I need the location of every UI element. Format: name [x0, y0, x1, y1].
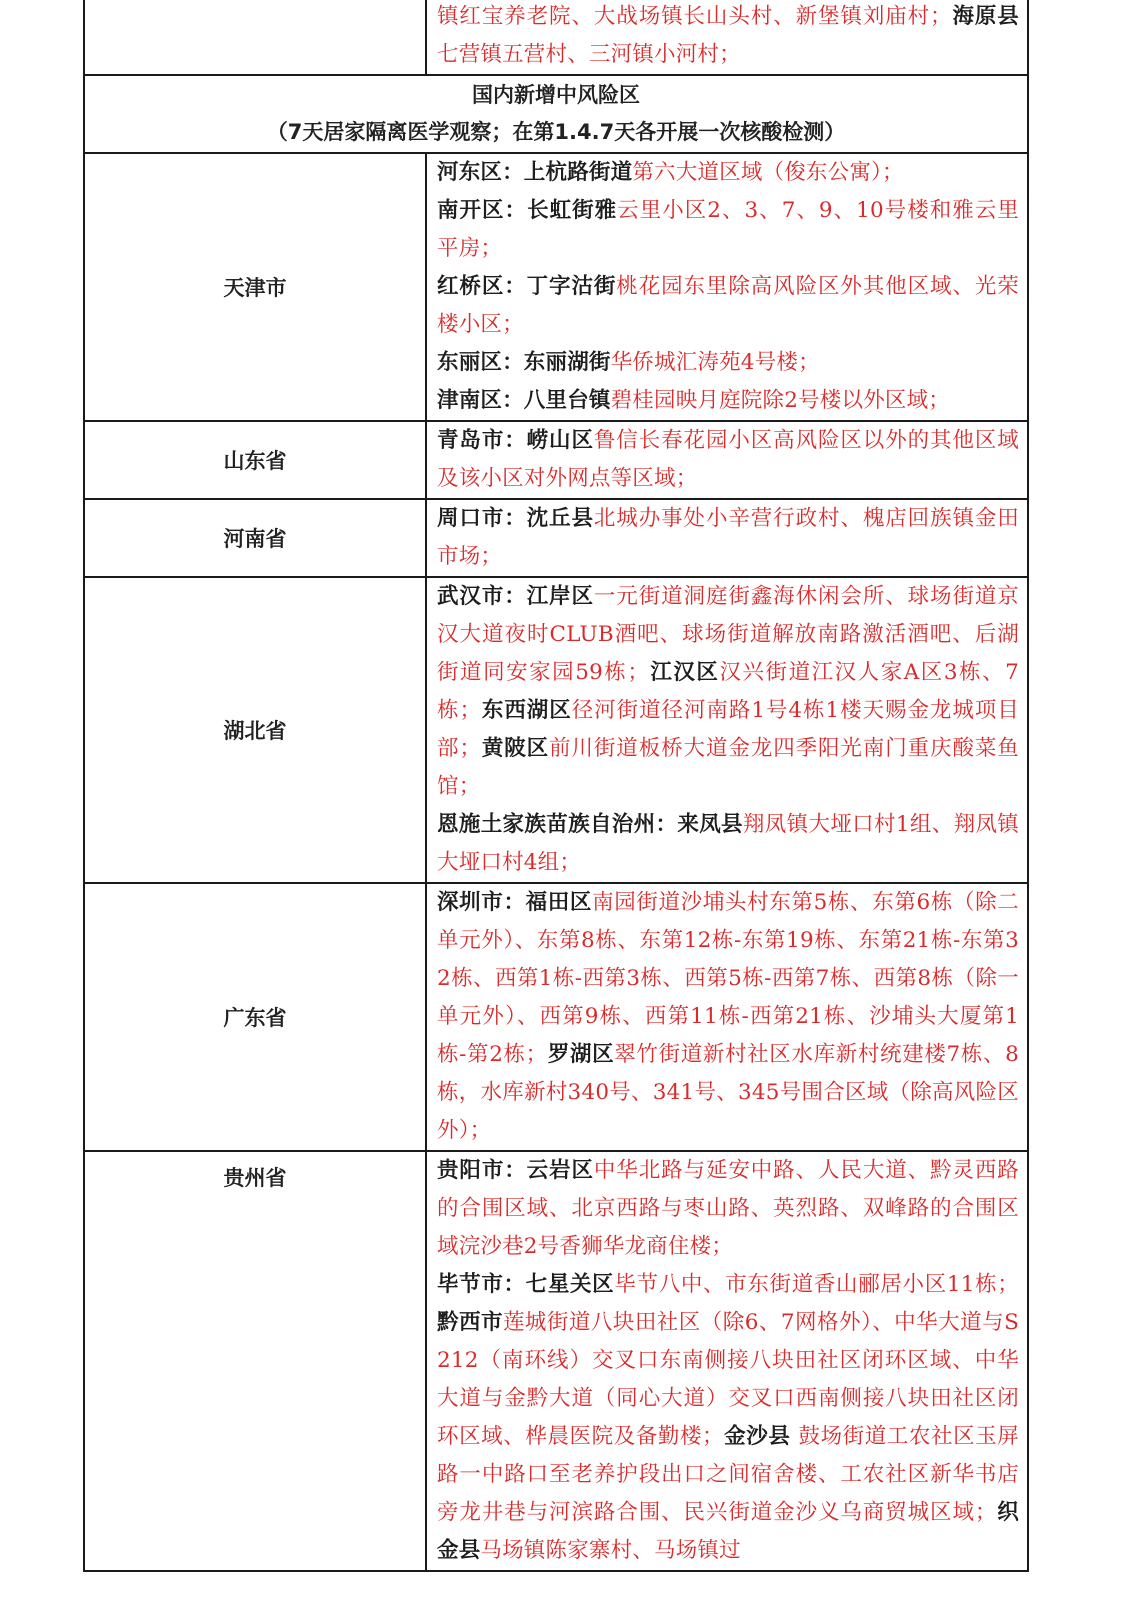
region-name-cell: 河南省 [84, 499, 426, 577]
district-label: 江汉区 [649, 660, 720, 685]
location-text: 第六大道区域（俊东公寓）； [632, 160, 904, 185]
location-text: 一元街道洞庭街鑫海休闲会所、球场街道京汉大道夜时CLUB酒吧、球场街道解放南路激活酒吧、后湖街道同安家园59栋； [437, 584, 1019, 685]
region-name-cell: 天津市 [84, 153, 426, 421]
area-detail-cell [426, 499, 1028, 577]
location-text: 镇红宝养老院、大战场镇长山头村、新堡镇刘庙村； [437, 4, 952, 29]
district-label: 南开区：长虹街雅 [437, 198, 618, 223]
area-detail-cell [426, 1151, 1028, 1571]
region-name-cell: 广东省 [84, 883, 426, 1151]
section-header-row [84, 75, 1028, 153]
district-label: 周口市：沈丘县 [437, 506, 594, 531]
district-label: 海原县 [951, 4, 1019, 29]
area-paragraph [437, 1152, 1019, 1266]
location-text: 桃花园东里除高风险区外其他区域、光荣楼小区； [437, 274, 1019, 337]
district-label: 津南区：八里台镇 [437, 388, 611, 413]
location-text: 碧桂园映月庭院除2号楼以外区域； [610, 388, 950, 413]
district-label: 红桥区：丁字沽街 [437, 274, 617, 299]
district-label: 贵阳市：云岩区 [437, 1158, 594, 1183]
area-paragraph [437, 268, 1019, 344]
location-text: 径河街道径河南路1号4栋1楼天赐金龙城项目部； [437, 698, 1019, 761]
area-paragraph [437, 422, 1019, 498]
table-row [84, 883, 1028, 1151]
location-text: 七营镇五营村、三河镇小河村； [437, 42, 741, 67]
location-text: 毕节八中、市东街道香山郦居小区11栋； [614, 1272, 1019, 1297]
region-name-cell: 贵州省 [84, 1151, 426, 1571]
area-paragraph [437, 578, 1019, 806]
location-text: 前川街道板桥大道金龙四季阳光南门重庆酸菜鱼馆； [437, 736, 1020, 799]
region-name-cell: 湖北省 [84, 577, 426, 883]
area-paragraph [437, 382, 1019, 420]
location-text: 南园街道沙埔头村东第5栋、东第6栋（除二单元外）、东第8栋、东第12栋-东第19栋、东第21栋-东第32栋、西第1栋-西第3栋、西第5栋-西第7栋、西第8栋（除一单元外）、西第9栋、西第11栋-西第21栋、沙埔头大厦第1栋-第2栋； [437, 890, 1019, 1067]
risk-area-table [83, 0, 1029, 1572]
area-detail-cell [426, 421, 1028, 499]
location-text: 汉兴街道江汉人家A区3栋、7栋； [437, 660, 1019, 723]
section-subtitle: （7天居家隔离医学观察；在第1.4.7天各开展一次核酸检测） [266, 120, 846, 144]
location-text: 云里小区2、3、7、9、10号楼和雅云里平房； [437, 198, 1020, 261]
location-text: 翠竹街道新村社区水库新村统建楼7栋、8栋，水库新村340号、341号、345号围合区域（除高风险区外）； [437, 1042, 1019, 1143]
section-header [84, 75, 1028, 153]
district-label: 东丽区：东丽湖街 [437, 350, 611, 375]
district-label: 罗湖区 [547, 1042, 615, 1067]
district-label: 恩施土家族苗族自治州：来凤县 [437, 812, 743, 837]
location-text: 鲁信长春花园小区高风险区以外的其他区域及该小区对外网点等区域； [437, 428, 1019, 491]
district-label: 毕节市：七星关区 [437, 1272, 615, 1297]
table-row [84, 153, 1028, 421]
area-paragraph [437, 0, 1019, 74]
area-paragraph [437, 1266, 1019, 1570]
district-label: 东西湖区 [481, 698, 572, 723]
district-label: 河东区：上杭路街道 [437, 160, 633, 185]
area-paragraph [437, 344, 1019, 382]
district-label: 青岛市：崂山区 [437, 428, 594, 453]
area-paragraph [437, 884, 1019, 1150]
district-label: 金沙县 [723, 1424, 799, 1449]
location-text: 中华北路与延安中路、人民大道、黔灵西路的合围区域、北京西路与枣山路、英烈路、双峰路的合围区域浣沙巷2号香狮华龙商住楼； [437, 1158, 1019, 1259]
area-detail-cell [426, 577, 1028, 883]
region-name-cell: 山东省 [84, 421, 426, 499]
table-row [84, 0, 1028, 75]
district-label: 黄陂区 [481, 736, 550, 761]
table-row [84, 1151, 1028, 1571]
district-label: 武汉市：江岸区 [437, 584, 594, 609]
area-paragraph [437, 192, 1019, 268]
table-body [84, 0, 1028, 1571]
table-row [84, 577, 1028, 883]
location-text: 马场镇陈家寨村、马场镇过 [480, 1538, 741, 1563]
location-text: 莲城街道八块田社区（除6、7网格外）、中华大道与S212（南环线）交叉口东南侧接八块田社区闭环区域、中华大道与金黔大道（同心大道）交叉口西南侧接八块田社区闭环区域、桦晨医院及备勤楼； [437, 1310, 1020, 1449]
district-label: 织金县 [437, 1500, 1019, 1563]
location-text: 鼓场街道工农社区玉屏路一中路口至老养护段出口之间宿舍楼、工农社区新华书店旁龙井巷与河滨路合围、民兴街道金沙义乌商贸城区域； [437, 1424, 1019, 1525]
district-label: 深圳市：福田区 [437, 890, 593, 915]
table-row [84, 421, 1028, 499]
area-paragraph [437, 154, 1019, 192]
region-name-cell [84, 0, 426, 75]
district-label: 黔西市 [437, 1310, 503, 1335]
area-detail-cell [426, 883, 1028, 1151]
area-paragraph [437, 806, 1019, 882]
area-paragraph [437, 500, 1019, 576]
location-text: 华侨城汇涛苑4号楼； [610, 350, 820, 375]
area-detail-cell [426, 0, 1028, 75]
location-text: 北城办事处小辛营行政村、槐店回族镇金田市场； [437, 506, 1019, 569]
table-row [84, 499, 1028, 577]
area-detail-cell [426, 153, 1028, 421]
location-text: 翔凤镇大垭口村1组、翔凤镇大垭口村4组； [437, 812, 1019, 875]
section-title: 国内新增中风险区 [472, 83, 640, 107]
